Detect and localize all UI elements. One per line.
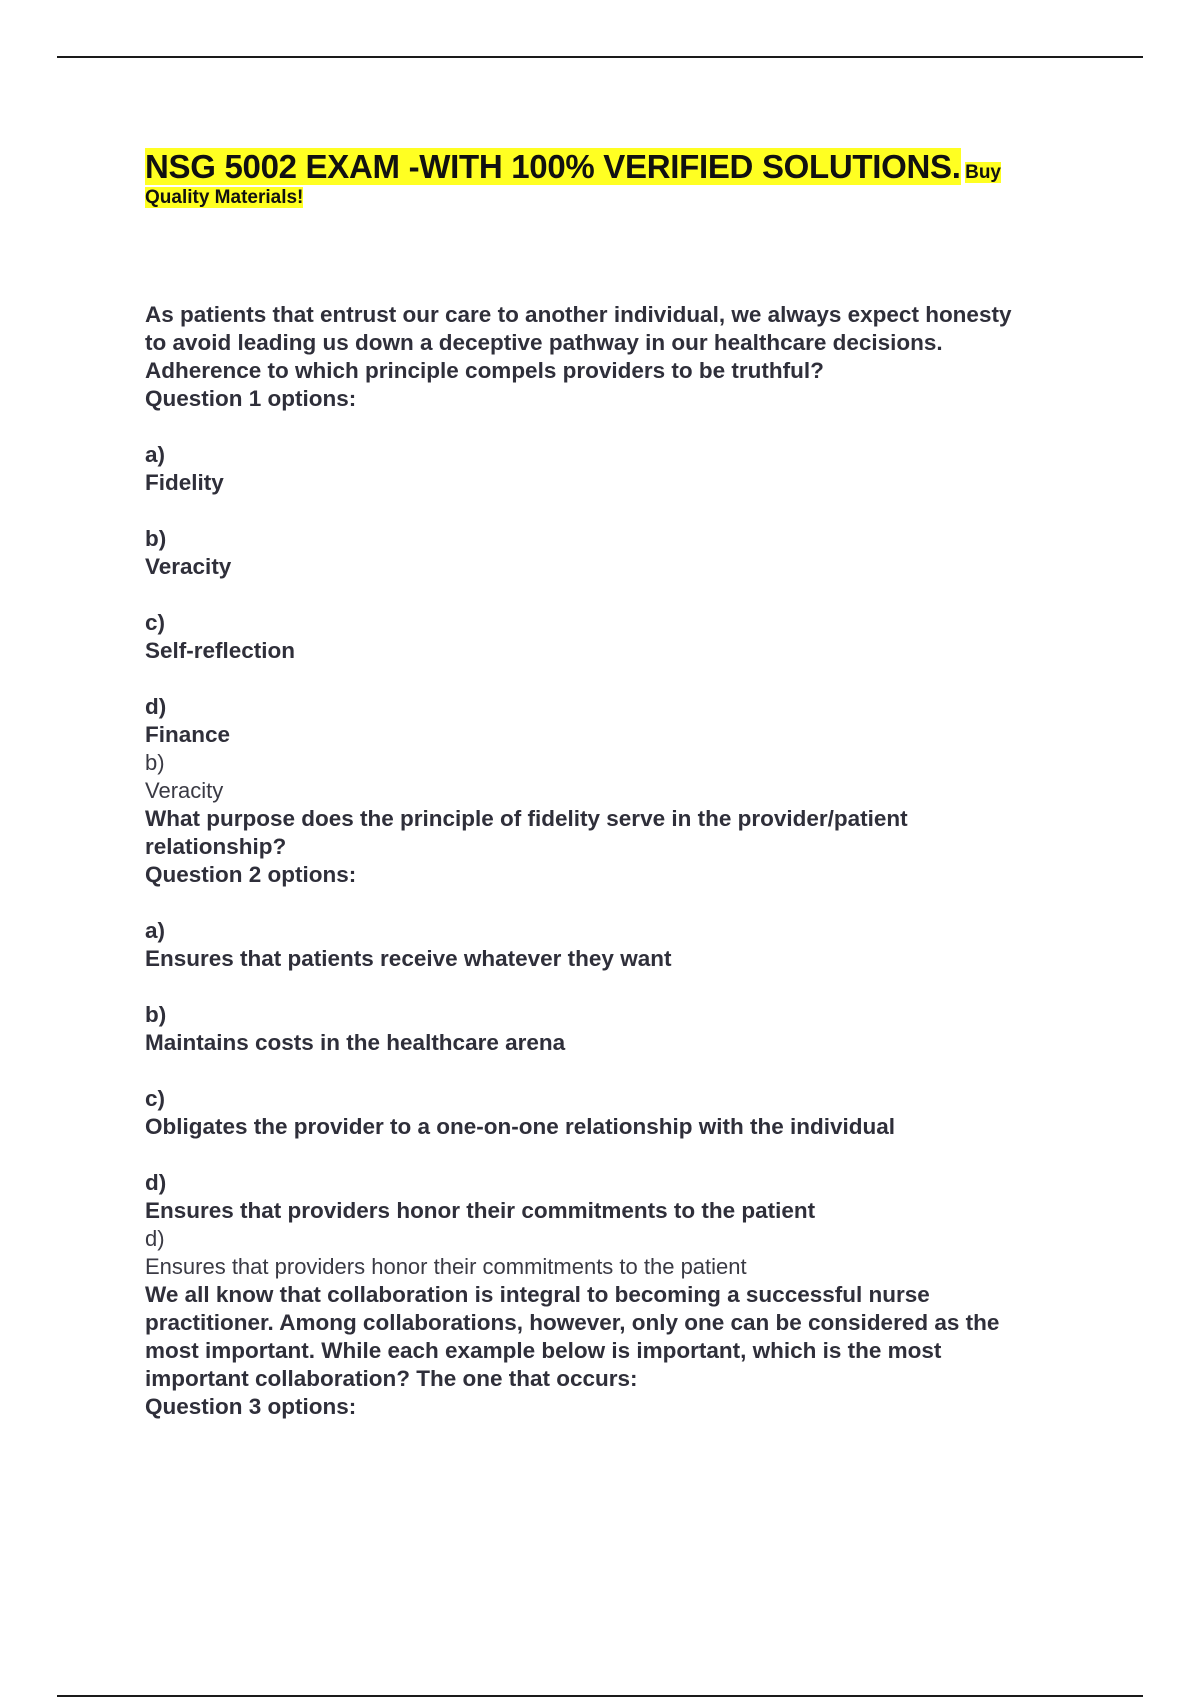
question-3-text xyxy=(145,1281,1090,1393)
q1-option-d-text: Finance xyxy=(145,722,231,748)
title-tag-buy: Buy xyxy=(965,162,1001,183)
q2-option-c-text: Obligates the provider to a one-on-one relationship with the individual xyxy=(145,1114,896,1140)
q2-option-b-letter: b) xyxy=(145,1002,167,1028)
header-rule xyxy=(57,56,1143,58)
q1-option-a-letter: a) xyxy=(145,442,166,468)
question-1-line-2: to avoid leading us down a deceptive pathway in our healthcare decisions. xyxy=(145,330,943,356)
question-3-line-3: most important. While each example below is important, which is the most xyxy=(145,1338,942,1364)
question-1-text xyxy=(145,301,1090,385)
question-3 xyxy=(145,1281,1090,1421)
question-2-text xyxy=(145,805,1090,861)
question-1 xyxy=(145,301,1090,805)
q1-option-c-letter: c) xyxy=(145,610,166,636)
question-2-options-label: Question 2 options: xyxy=(145,862,357,888)
q2-option-b-text: Maintains costs in the healthcare arena xyxy=(145,1030,566,1056)
q1-option-d-letter: d) xyxy=(145,694,167,720)
question-2 xyxy=(145,805,1090,1281)
q2-answer-text: Ensures that providers honor their commitments to the patient xyxy=(145,1254,747,1280)
question-3-line-2: practitioner. Among collaborations, however, only one can be considered as the xyxy=(145,1310,1000,1336)
q2-answer-letter: d) xyxy=(145,1226,165,1252)
document-body xyxy=(145,148,1090,1421)
q2-option-d-text: Ensures that providers honor their commitments to the patient xyxy=(145,1198,816,1224)
q1-option-b-text: Veracity xyxy=(145,554,232,580)
question-3-options-label: Question 3 options: xyxy=(145,1394,357,1420)
title-tag-quality: Quality Materials! xyxy=(145,186,304,208)
q1-answer-text: Veracity xyxy=(145,778,224,804)
title-main: NSG 5002 EXAM -WITH 100% VERIFIED SOLUTIONS. xyxy=(145,148,961,185)
question-1-options-label: Question 1 options: xyxy=(145,386,357,412)
q1-option-c-text: Self-reflection xyxy=(145,638,296,664)
document-title xyxy=(145,148,1090,209)
q2-option-c-letter: c) xyxy=(145,1086,166,1112)
question-1-line-3: Adherence to which principle compels providers to be truthful? xyxy=(145,358,824,384)
question-3-line-4: important collaboration? The one that occurs: xyxy=(145,1366,638,1392)
question-3-line-1: We all know that collaboration is integral to becoming a successful nurse xyxy=(145,1282,930,1308)
footer-rule xyxy=(57,1695,1143,1697)
q2-option-a-letter: a) xyxy=(145,918,166,944)
question-2-line-1: What purpose does the principle of fidelity serve in the provider/patient xyxy=(145,806,908,832)
q1-option-a-text: Fidelity xyxy=(145,470,224,496)
q2-option-a-text: Ensures that patients receive whatever they want xyxy=(145,946,672,972)
question-1-line-1: As patients that entrust our care to another individual, we always expect honesty xyxy=(145,302,1012,328)
q1-option-b-letter: b) xyxy=(145,526,167,552)
question-2-line-2: relationship? xyxy=(145,834,287,860)
q2-option-d-letter: d) xyxy=(145,1170,167,1196)
q1-answer-letter: b) xyxy=(145,750,165,776)
